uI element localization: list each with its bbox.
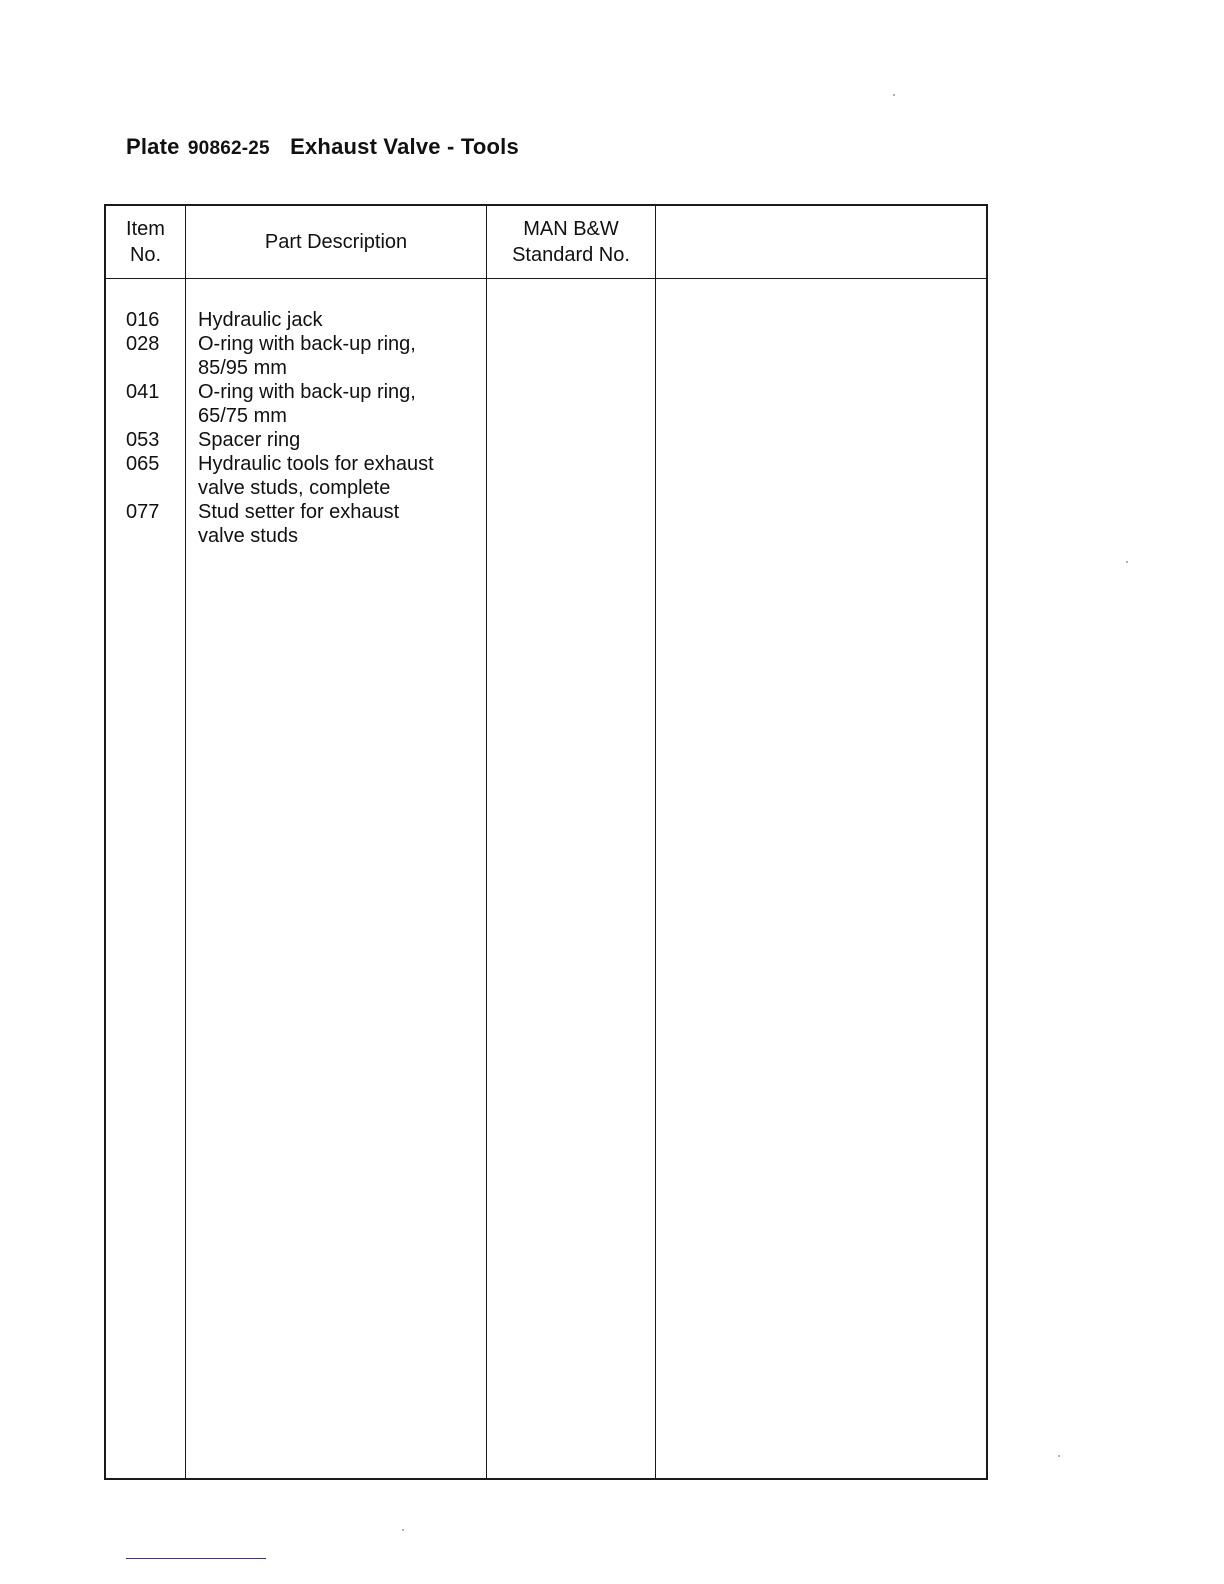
item-number: 053 — [126, 429, 160, 451]
plate-number: 90862-25 — [187, 138, 270, 159]
page-title — [126, 134, 519, 160]
part-description: Stud setter for exhaust valve studs — [198, 501, 400, 547]
part-description: O-ring with back-up ring, 65/75 mm — [198, 381, 416, 427]
table-row — [106, 500, 486, 548]
item-number: 041 — [126, 381, 160, 403]
column-divider — [486, 206, 487, 1478]
header-divider — [106, 278, 986, 279]
part-description: O-ring with back-up ring, 85/95 mm — [198, 333, 416, 379]
table-row — [106, 332, 486, 380]
parts-list — [106, 308, 486, 548]
item-number: 028 — [126, 333, 160, 355]
plate-name: Exhaust Valve - Tools — [290, 134, 519, 159]
header-standard-no: MAN B&W Standard No. — [512, 218, 630, 266]
table-row — [106, 380, 486, 428]
part-description: Hydraulic tools for exhaust valve studs, complete — [198, 453, 434, 499]
header-blank-column — [656, 206, 988, 278]
scan-speck — [1058, 1455, 1060, 1457]
plate-prefix: Plate — [126, 134, 180, 159]
scan-speck — [893, 94, 895, 96]
footer-rule — [126, 1558, 266, 1559]
table-row — [106, 428, 486, 452]
scan-speck — [1126, 561, 1128, 563]
header-item-no: Item No. — [126, 218, 165, 266]
parts-table — [104, 204, 988, 1480]
table-row — [106, 308, 486, 332]
scan-speck — [402, 1529, 404, 1531]
table-row — [106, 452, 486, 500]
item-number: 016 — [126, 309, 160, 331]
item-number: 065 — [126, 453, 160, 475]
header-part-description: Part Description — [264, 231, 408, 253]
part-description: Hydraulic jack — [198, 309, 323, 331]
part-description: Spacer ring — [198, 429, 301, 451]
item-number: 077 — [126, 501, 160, 523]
column-divider — [655, 206, 656, 1478]
